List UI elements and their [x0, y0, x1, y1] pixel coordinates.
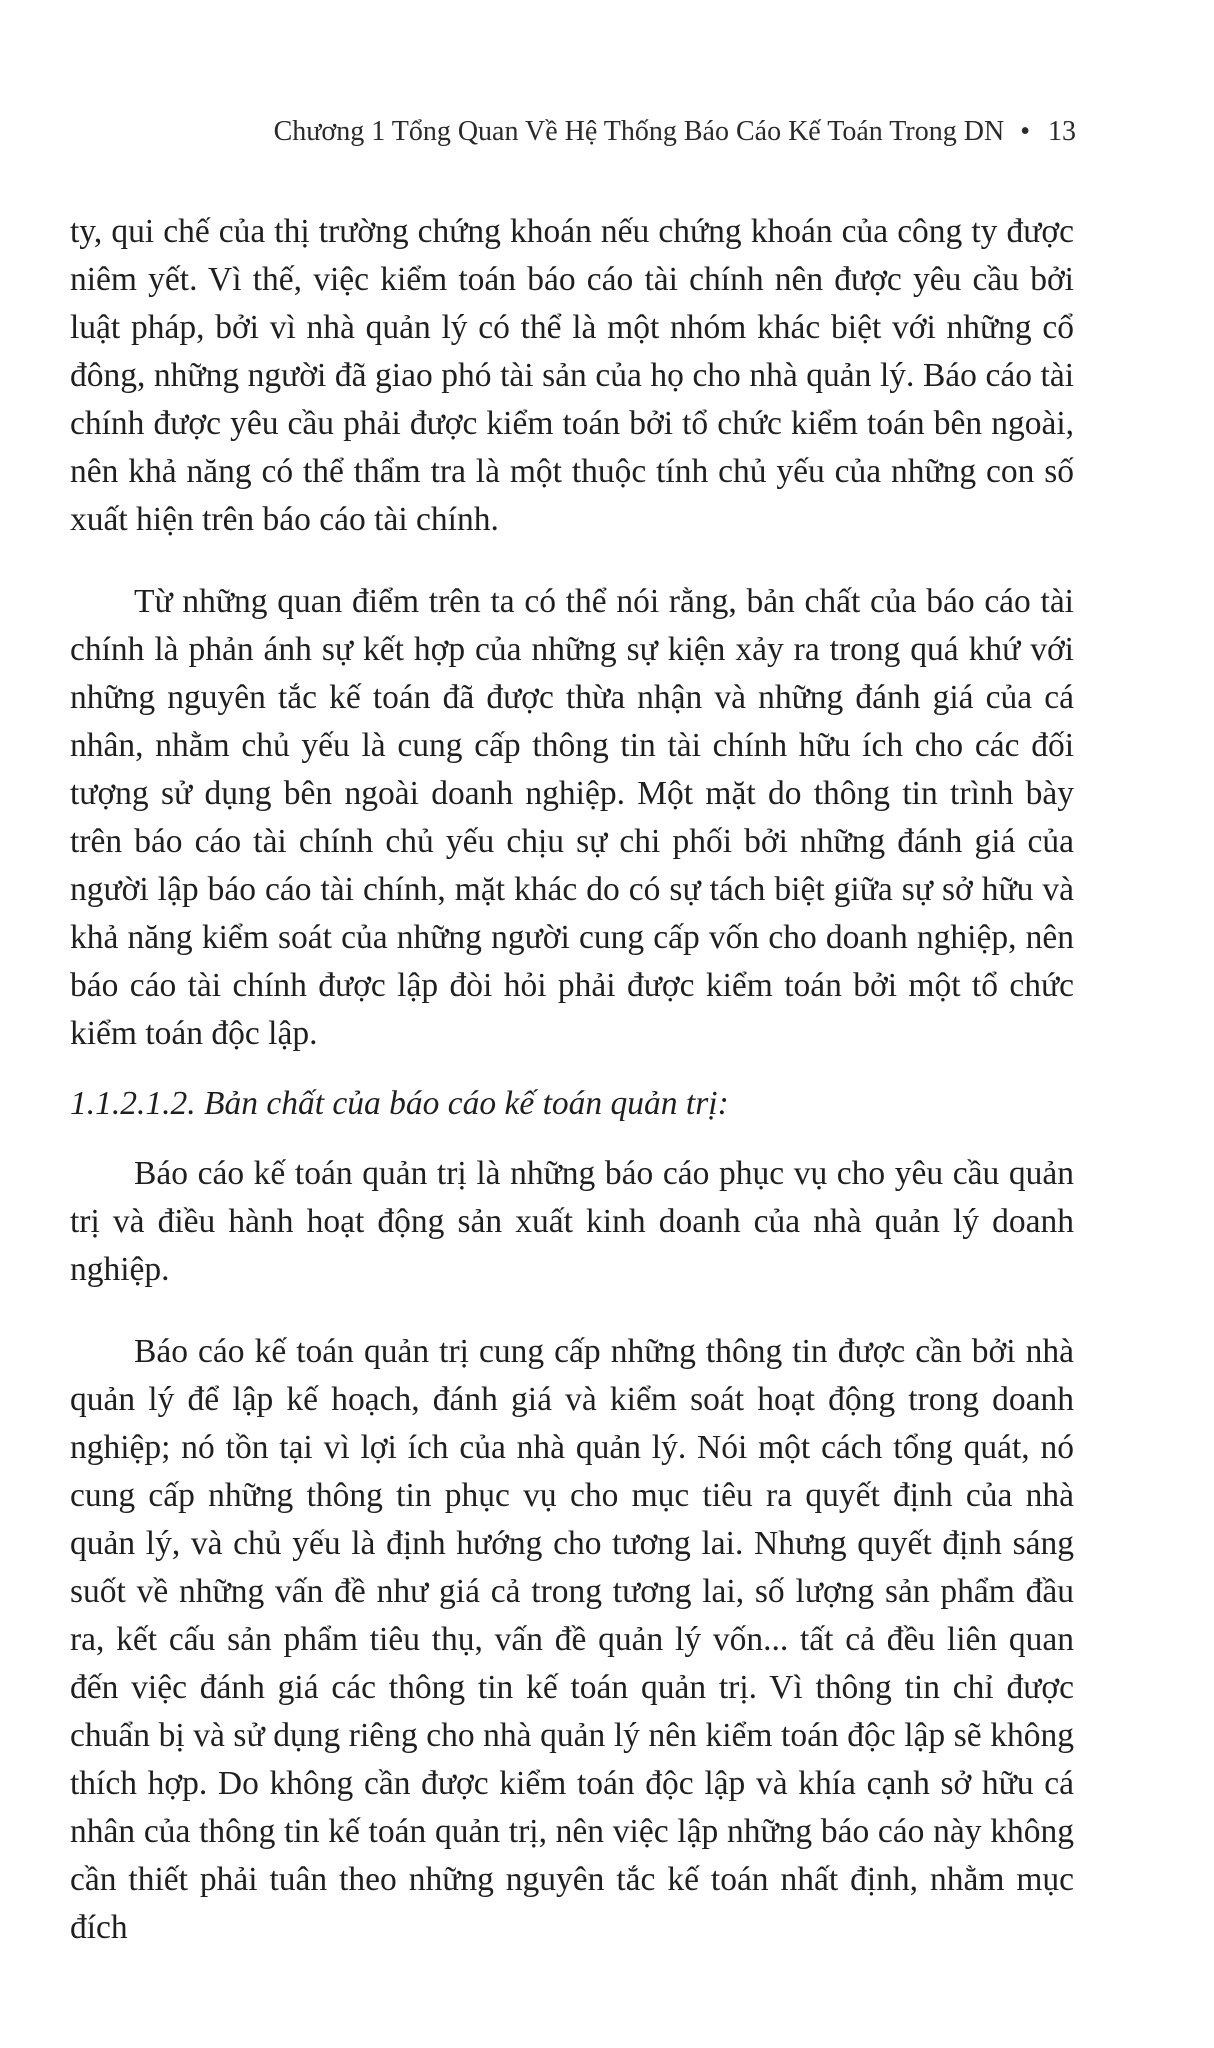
paragraph-gap — [70, 1128, 1074, 1150]
paragraph-management-report-purpose: Báo cáo kế toán quản trị cung cấp những thông tin được cần bởi nhà quản lý để lập kế hoạch, đánh giá và kiểm soát hoạt động trong doanh nghiệp; nó tồn tại vì lợi ích của nhà quản lý. Nói một cách tổng quát, nó cung cấp những thông tin phục vụ cho mục tiêu ra quyết định của nhà quản lý, và chủ yếu là định hướng cho tương lai. Nhưng quyết định sáng suốt về những vấn đề như giá cả trong tương lai, số lượng sản phẩm đầu ra, kết cấu sản phẩm tiêu thụ, vấn đề quản lý vốn... tất cả đều liên quan đến việc đánh giá các thông tin kế toán quản trị. Vì thông tin chỉ được chuẩn bị và sử dụng riêng cho nhà quản lý nên kiểm toán độc lập sẽ không thích hợp. Do không cần được kiểm toán độc lập và khía cạnh sở hữu cá nhân của thông tin kế toán quản trị, nên việc lập những báo cáo này không cần thiết phải tuân theo những nguyên tắc kế toán nhất định, nhằm mục đích — [70, 1333, 1074, 1946]
paragraph-financial-report-nature: Từ những quan điểm trên ta có thể nói rằng, bản chất của báo cáo tài chính là phản ánh sự kết hợp của những sự kiện xảy ra trong quá khứ với những nguyên tắc kế toán đã được thừa nhận và những đánh giá của cá nhân, nhằm chủ yếu là cung cấp thông tin tài chính hữu ích cho các đối tượng sử dụng bên ngoài doanh nghiệp. Một mặt do thông tin trình bày trên báo cáo tài chính chủ yếu chịu sự chi phối bởi những đánh giá của người lập báo cáo tài chính, mặt khác do có sự tách biệt giữa sự sở hữu và khả năng kiểm soát của những người cung cấp vốn cho doanh nghiệp, nên báo cáo tài chính được lập đòi hỏi phải được kiểm toán bởi một tổ chức kiểm toán độc lập. — [70, 583, 1074, 1052]
chapter-title: Chương 1 Tổng Quan Về Hệ Thống Báo Cáo Kế Toán Trong DN — [273, 116, 1005, 147]
paragraph-gap — [70, 1294, 1074, 1328]
paragraph-management-report-definition: Báo cáo kế toán quản trị là những báo cáo phục vụ cho yêu cầu quản trị và điều hành hoạt động sản xuất kinh doanh của nhà quản lý doanh nghiệp. — [70, 1155, 1074, 1288]
header-bullet: • — [1020, 116, 1030, 147]
running-header — [190, 112, 1076, 152]
paragraph-continued: ty, qui chế của thị trường chứng khoán nếu chứng khoán của công ty được niêm yết. Vì thế, việc kiểm toán báo cáo tài chính nên được yêu cầu bởi luật pháp, bởi vì nhà quản lý có thể là một nhóm khác biệt với những cổ đông, những người đã giao phó tài sản của họ cho nhà quản lý. Báo cáo tài chính được yêu cầu phải được kiểm toán bởi tổ chức kiểm toán bên ngoài, nên khả năng có thể thẩm tra là một thuộc tính chủ yếu của những con số xuất hiện trên báo cáo tài chính. — [70, 213, 1074, 538]
page-body — [70, 208, 1074, 1952]
paragraph-gap — [70, 1058, 1074, 1080]
page-number: 13 — [1048, 116, 1076, 147]
section-subheading: 1.1.2.1.2. Bản chất của báo cáo kế toán quản trị: — [70, 1085, 729, 1122]
paragraph-gap — [70, 544, 1074, 578]
